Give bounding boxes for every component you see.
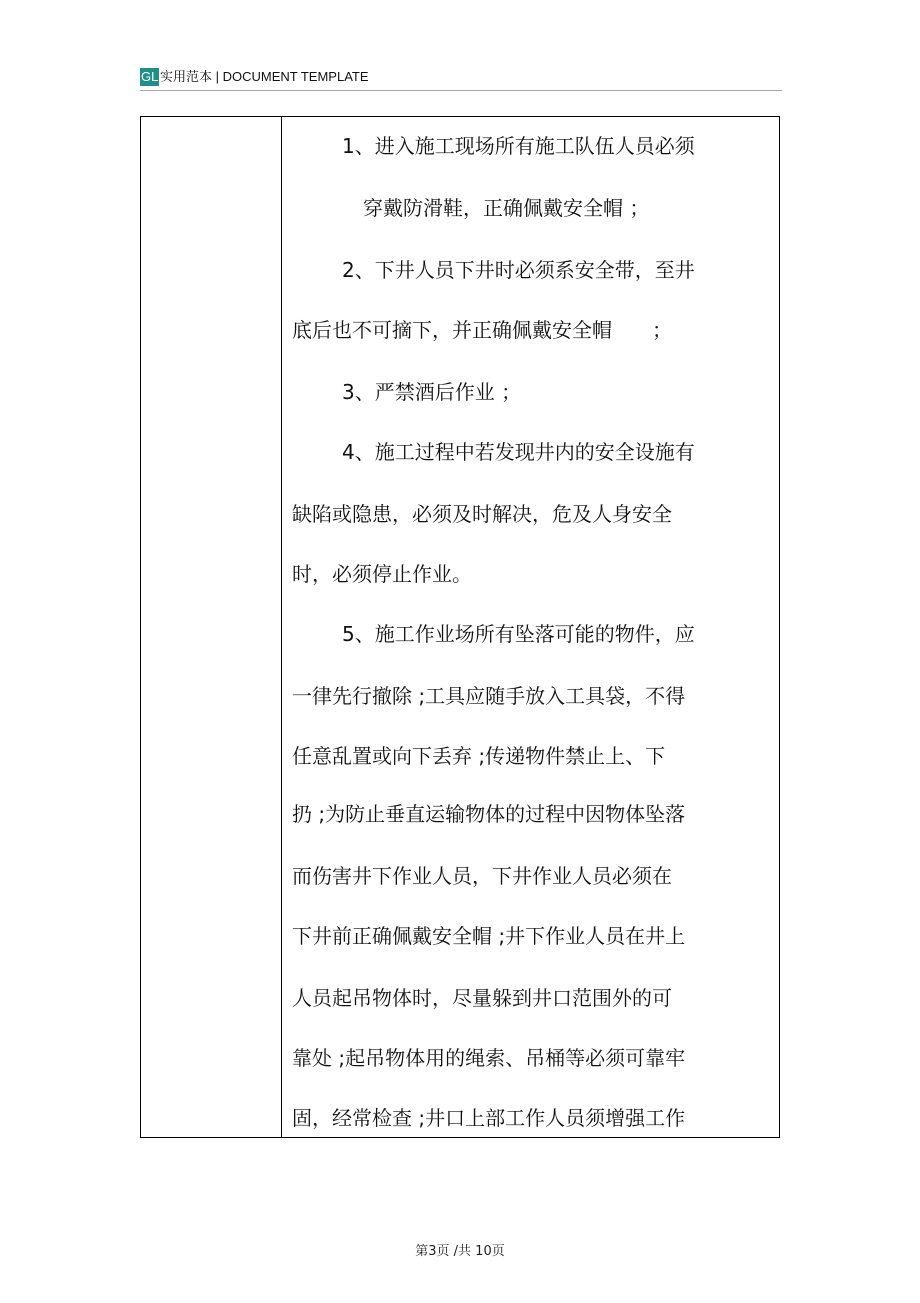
text-line: 穿戴防滑鞋，正确佩戴安全帽 ； [363, 196, 650, 220]
text-line: 任意乱置或向下丢弃 ;传递物件禁止上、下 [292, 744, 666, 768]
text-line: 缺陷或隐患，必须及时解决，危及人身安全 [292, 502, 672, 526]
text-line: 时，必须停止作业。 [292, 562, 472, 586]
text-line: 人员起吊物体时，尽量躲到井口范围外的可 [292, 986, 672, 1010]
header-title: 实用范本 | DOCUMENT TEMPLATE [160, 69, 369, 84]
text-line: 5、施工作业场所有坠落可能的物件，应 [342, 622, 695, 646]
text-line: 3、严禁酒后作业 ； [342, 380, 522, 404]
text-line: 4、施工过程中若发现井内的安全设施有 [342, 440, 695, 464]
text-line: 靠处 ;起吊物体用的绳索、吊桶等必须可靠牢 [292, 1046, 686, 1070]
table-right-cell [282, 117, 779, 1137]
table-left-cell [141, 117, 282, 1137]
text-line: 而伤害井下作业人员，下井作业人员必须在 [292, 864, 672, 888]
content-table [140, 116, 780, 1138]
text-line: 2、下井人员下井时必须系安全带，至井 [342, 258, 695, 282]
page-number: 第3页 /共 10页 [415, 1244, 505, 1259]
text-line: 扔 ;为防止垂直运输物体的过程中因物体坠落 [292, 802, 686, 826]
text-line: 一律先行撤除 ;工具应随手放入工具袋，不得 [292, 684, 686, 708]
text-line: 底后也不可摘下，并正确佩戴安全帽 ； [292, 318, 672, 342]
text-line: 1、进入施工现场所有施工队伍人员必须 [342, 134, 695, 158]
text-line: 下井前正确佩戴安全帽 ;井下作业人员在井上 [292, 924, 686, 948]
logo: GL [141, 69, 159, 84]
text-line: 固，经常检查 ;井口上部工作人员须增强工作 [292, 1106, 686, 1130]
page-header [140, 66, 782, 91]
